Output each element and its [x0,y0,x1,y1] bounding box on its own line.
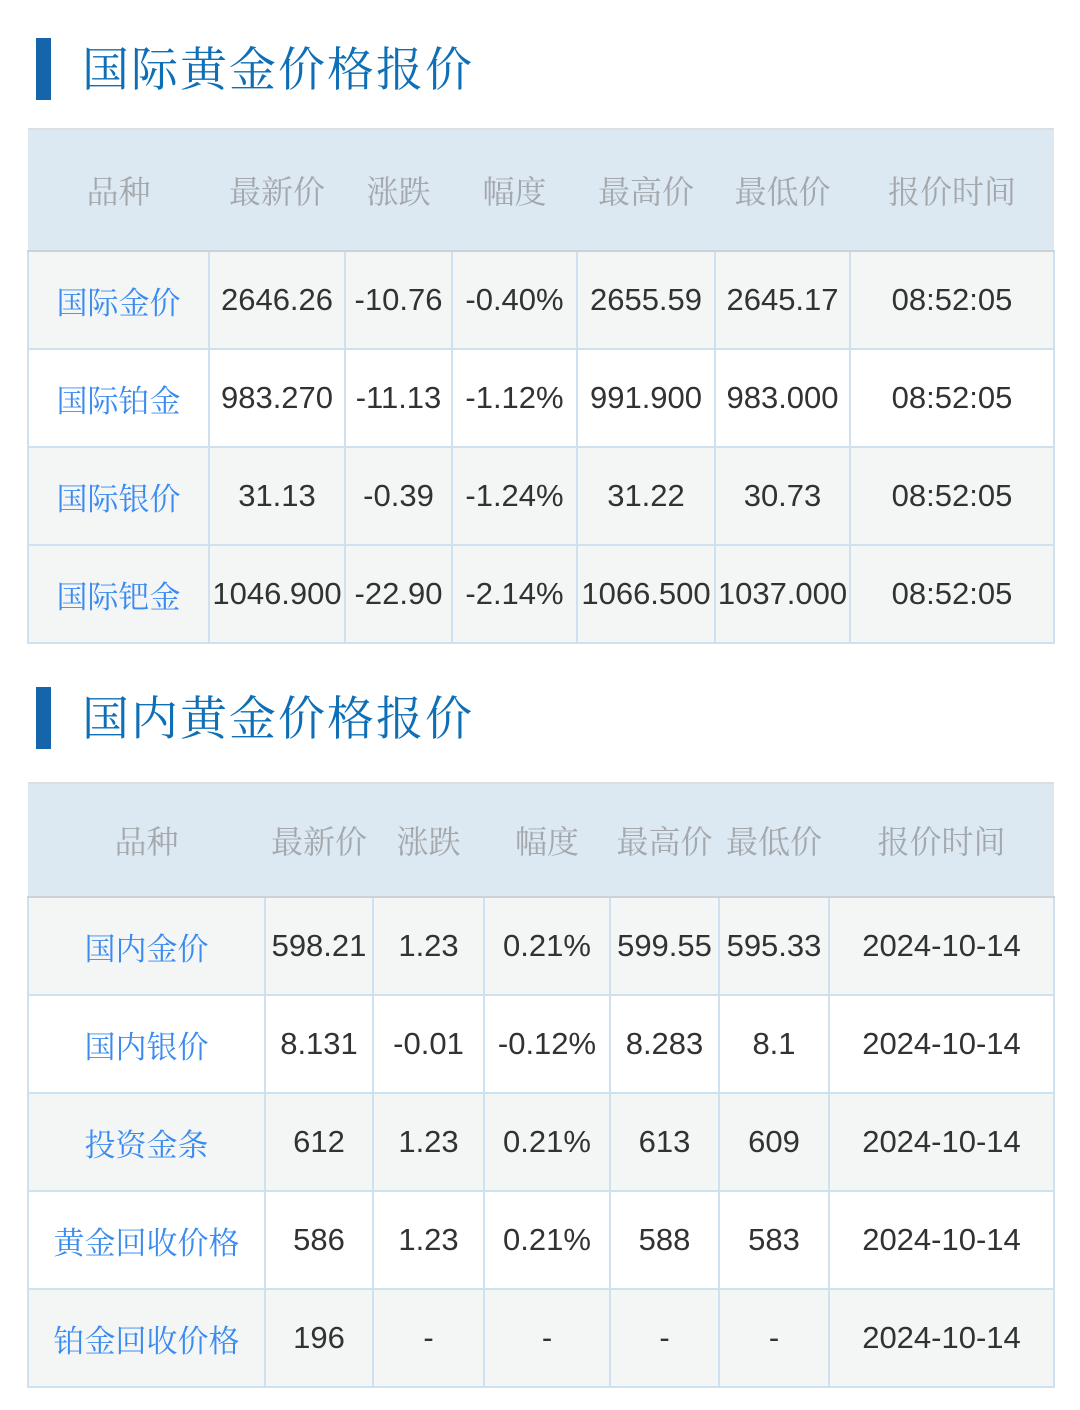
section-title-text: 国际黄金价格报价 [82,42,474,96]
column-header-time: 报价时间 [829,783,1054,897]
low-cell: 983.000 [715,349,850,447]
quote-time-cell: 08:52:05 [850,545,1054,643]
change-cell: 1.23 [373,897,484,995]
percent-cell: -1.12% [452,349,577,447]
table-row [28,1289,1054,1387]
percent-cell: -1.24% [452,447,577,545]
high-cell: 991.900 [577,349,715,447]
quote-time-cell: 2024-10-14 [829,1191,1054,1289]
percent-cell: -0.12% [484,995,610,1093]
low-cell: 2645.17 [715,251,850,349]
high-cell: 31.22 [577,447,715,545]
high-cell: 599.55 [610,897,719,995]
column-header-latest: 最新价 [265,783,373,897]
column-header-variety: 品种 [28,129,209,251]
column-header-high: 最高价 [577,129,715,251]
change-cell: 1.23 [373,1093,484,1191]
latest-price-cell: 31.13 [209,447,345,545]
high-cell: 588 [610,1191,719,1289]
variety-link[interactable]: 国际钯金 [28,545,209,643]
high-cell: 2655.59 [577,251,715,349]
column-header-variety: 品种 [28,783,265,897]
latest-price-cell: 1046.900 [209,545,345,643]
low-cell: 583 [719,1191,829,1289]
percent-cell: -0.40% [452,251,577,349]
high-cell: 613 [610,1093,719,1191]
change-cell: 1.23 [373,1191,484,1289]
high-cell: 8.283 [610,995,719,1093]
column-header-latest: 最新价 [209,129,345,251]
latest-price-cell: 586 [265,1191,373,1289]
international-gold-section [27,38,1053,644]
percent-cell: -2.14% [452,545,577,643]
change-cell: -11.13 [345,349,452,447]
column-header-change: 涨跌 [345,129,452,251]
latest-price-cell: 983.270 [209,349,345,447]
table-row [28,1093,1054,1191]
column-header-change: 涨跌 [373,783,484,897]
section-title-text: 国内黄金价格报价 [82,691,474,745]
variety-link[interactable]: 国际金价 [28,251,209,349]
change-cell: -10.76 [345,251,452,349]
table-row [28,995,1054,1093]
table-row [28,897,1054,995]
variety-link[interactable]: 国内金价 [28,897,265,995]
variety-link[interactable]: 国际铂金 [28,349,209,447]
latest-price-cell: 8.131 [265,995,373,1093]
domestic-price-table [27,782,1055,1388]
change-cell: - [373,1289,484,1387]
title-accent-bar [36,38,51,100]
column-header-time: 报价时间 [850,129,1054,251]
change-cell: -0.01 [373,995,484,1093]
latest-price-cell: 196 [265,1289,373,1387]
table-row [28,1191,1054,1289]
column-header-percent: 幅度 [484,783,610,897]
variety-link[interactable]: 铂金回收价格 [28,1289,265,1387]
header-row [28,129,1054,251]
percent-cell: 0.21% [484,1093,610,1191]
percent-cell: - [484,1289,610,1387]
section-title-international [27,38,1053,100]
low-cell: 1037.000 [715,545,850,643]
low-cell: 8.1 [719,995,829,1093]
column-header-percent: 幅度 [452,129,577,251]
quote-time-cell: 08:52:05 [850,251,1054,349]
quote-time-cell: 08:52:05 [850,447,1054,545]
header-row [28,783,1054,897]
low-cell: 595.33 [719,897,829,995]
percent-cell: 0.21% [484,897,610,995]
quote-time-cell: 2024-10-14 [829,1289,1054,1387]
change-cell: -22.90 [345,545,452,643]
quote-time-cell: 2024-10-14 [829,897,1054,995]
table-row [28,251,1054,349]
variety-link[interactable]: 国内银价 [28,995,265,1093]
high-cell: 1066.500 [577,545,715,643]
low-cell: - [719,1289,829,1387]
domestic-gold-section [27,687,1053,1388]
variety-link[interactable]: 黄金回收价格 [28,1191,265,1289]
quote-time-cell: 08:52:05 [850,349,1054,447]
high-cell: - [610,1289,719,1387]
column-header-low: 最低价 [715,129,850,251]
change-cell: -0.39 [345,447,452,545]
column-header-high: 最高价 [610,783,719,897]
table-row [28,349,1054,447]
table-row [28,447,1054,545]
variety-link[interactable]: 投资金条 [28,1093,265,1191]
quote-time-cell: 2024-10-14 [829,995,1054,1093]
low-cell: 609 [719,1093,829,1191]
low-cell: 30.73 [715,447,850,545]
latest-price-cell: 598.21 [265,897,373,995]
international-price-table [27,128,1055,644]
latest-price-cell: 2646.26 [209,251,345,349]
title-accent-bar [36,687,51,749]
column-header-low: 最低价 [719,783,829,897]
quote-time-cell: 2024-10-14 [829,1093,1054,1191]
latest-price-cell: 612 [265,1093,373,1191]
percent-cell: 0.21% [484,1191,610,1289]
variety-link[interactable]: 国际银价 [28,447,209,545]
section-title-domestic [27,687,1053,749]
table-row [28,545,1054,643]
